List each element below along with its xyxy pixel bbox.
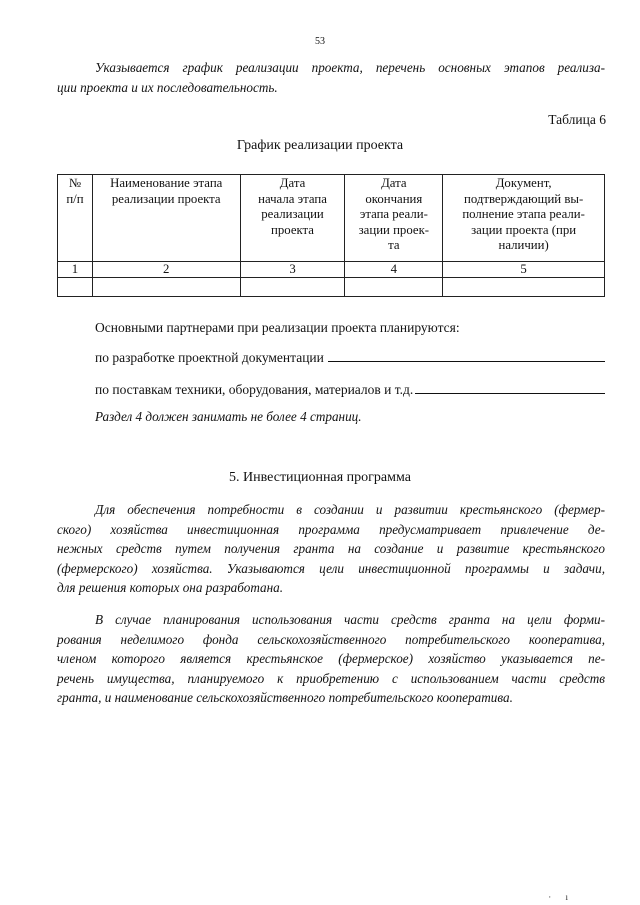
partners-supply-blank [415,380,605,394]
partners-docs-line [95,348,605,366]
column-number-cell: 3 [240,262,345,278]
header-cell-stage-name: Наименование этапа реализации проекта [92,175,240,262]
page-number: 53 [315,36,325,47]
intro-line-1: Указывается график реализации проекта, перечень основных этапов реализа- [95,60,605,75]
table-column-numbers-row [58,262,605,278]
column-number-cell: 4 [345,262,443,278]
para1-line: (фермерского) хозяйства. Указываются цели инвестиционной программы и задачи, [57,560,605,576]
para2-line: гранта, и наименование сельскохозяйственного потребительского кооператива. [57,690,513,705]
para1-line: для решения которых она разработана. [57,580,284,595]
column-number-cell: 1 [58,262,93,278]
partners-supply-label: по поставкам техники, оборудования, материалов и т.д. [95,382,414,397]
empty-cell [345,278,443,297]
para1-line: ского) хозяйства инвестиционная программа предусматривает привлечение де- [57,521,605,537]
para2-line: речень имущества, планируемого к приобретению с использованием части средств [57,670,605,686]
empty-cell [58,278,93,297]
schedule-table [57,174,605,297]
empty-cell [443,278,605,297]
para1-line: Для обеспечения потребности в создании и развитии крестьянского (фермер- [95,502,605,517]
section-5-title: 5. Инвестиционная программа [229,470,411,485]
partners-intro: Основными партнерами при реализации проекта планируются: [95,320,460,335]
para1-line: нежных средств путем получения гранта на создание и развитие крестьянского [57,541,605,556]
para2-line: рования неделимого фонда сельскохозяйственного потребительского кооператива, [57,631,605,647]
table-empty-row [58,278,605,297]
header-cell-end-date: Дата окончания этапа реали- зации проек- та [345,175,443,262]
column-number-cell: 5 [443,262,605,278]
section-5-paragraph-1 [57,500,605,598]
section-5-paragraph-2 [57,610,605,708]
empty-cell [92,278,240,297]
empty-cell [240,278,345,297]
intro-paragraph [57,58,605,97]
partners-docs-blank [328,348,605,362]
column-number-cell: 2 [92,262,240,278]
header-cell-number: № п/п [58,175,93,262]
partners-docs-label: по разработке проектной документации [95,350,324,365]
header-cell-document: Документ, подтверждающий вы- полнение этапа реали- зации проекта (при наличии) [443,175,605,262]
para2-line: В случае планирования использования части средств гранта на цели форми- [95,612,605,627]
header-cell-start-date: Дата начала этапа реализации проекта [240,175,345,262]
footer-mark: · ı [548,892,574,902]
para2-line: членом которого является крестьянское (фермерское) хозяйство указывается пе- [57,651,605,666]
table-header-row [58,175,605,262]
table-label: Таблица 6 [548,112,606,127]
partners-supply-line [95,380,605,398]
table-title: График реализации проекта [236,138,404,153]
section-4-note: Раздел 4 должен занимать не более 4 страниц. [95,409,362,424]
intro-line-2: ции проекта и их последовательность. [57,79,278,95]
